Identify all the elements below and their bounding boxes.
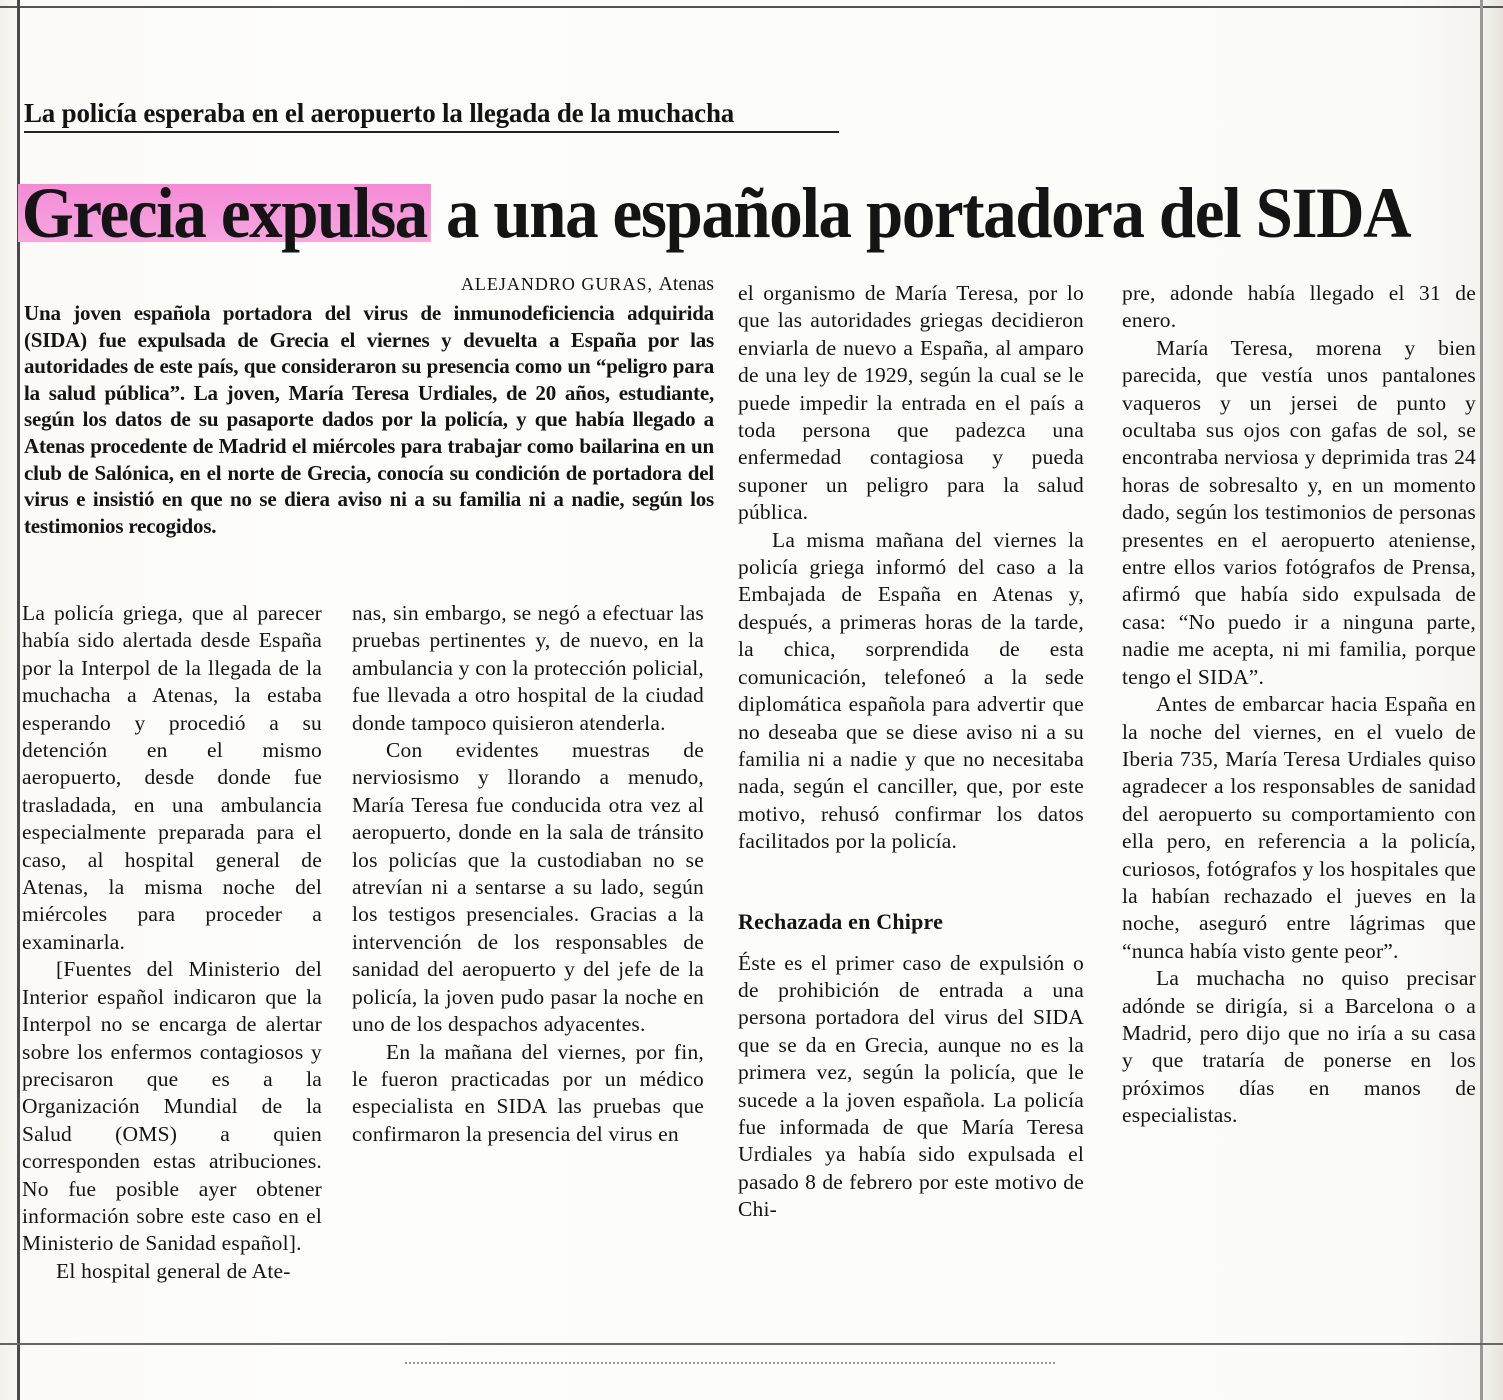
paragraph: El hospital general de Ate- bbox=[56, 1258, 291, 1283]
byline-author: ALEJANDRO GURAS, bbox=[460, 274, 653, 294]
headline-text: a una española portadora del SIDA bbox=[430, 173, 1411, 253]
column-4 bbox=[1122, 280, 1476, 1130]
article-headline bbox=[18, 168, 1411, 258]
paragraph: María Teresa, morena y bien parecida, que vestía unos pantalones vaqueros y un jersei de punto y ocultaba sus ojos con gafas de sol, se encontraba nerviosa y deprimida tras 24 horas de sobresalto y, en un momento dado, según los testimonios de personas presentes en el aeropuerto ateniense, entre ellos varios fotógrafos de Prensa, afirmó que había sido expulsada de casa: “No puedo ir a ninguna parte, nadie me acepta, ni mi familia, porque tengo el SIDA”. bbox=[1122, 335, 1476, 689]
bottom-rule bbox=[0, 1343, 1503, 1345]
paragraph: Antes de embarcar hacia España en la noche del viernes, en el vuelo de Iberia 735, María Teresa Urdiales quiso agradecer a los responsables de sanidad del aeropuerto su comportamiento con ella pero, en referencia a la policía, curiosos, fotógrafos y los hospitales que la habían rechazado el jueves en la noche, aseguró entre lágrimas que “nunca había visto gente peor”. bbox=[1122, 692, 1476, 963]
paragraph: [Fuentes del Ministerio del Interior español indicaron que la Interpol no se encarga de alertar sobre los enfermos contagiosos y precisaron que es a la Organización Mundial de la Salud (OMS) a quien corresponden estas atribuciones. No fue posible ayer obtener información sobre este caso en el Ministerio de Sanidad español]. bbox=[22, 957, 322, 1256]
paragraph: La muchacha no quiso precisar adónde se dirigía, si a Barcelona o a Madrid, pero dijo que no iría a su casa y que trataría de ponerse en los próximos días en manos de especialistas. bbox=[1122, 966, 1476, 1128]
paragraph: La misma mañana del viernes la policía griega informó del caso a la Embajada de España en Atenas y, después, a primeras horas de la tarde, la chica, sorprendida de esta comunicación, telefoneó a la sede diplomática española para advertir que no deseaba que se diese aviso ni a su familia ni a nadie y que no necesitaba nada, según el canciller, que, por este motivo, rehusó confirmar los datos facilitados por la policía. bbox=[738, 527, 1084, 854]
byline bbox=[404, 272, 714, 296]
paragraph: La policía griega, que al parecer había sido alertada desde España por la Interpol de la llegada de la muchacha a Atenas, la estaba esperando y procedió a su detención en el mismo aeropuerto, desde donde fue trasladada, en una ambulancia especialmente preparada para el caso, al hospital general de Atenas, la misma noche del miércoles para proceder a examinarla. bbox=[22, 601, 322, 954]
right-edge bbox=[1480, 0, 1483, 1400]
paragraph: Éste es el primer caso de expulsión o de prohibición de entrada a una persona portadora del virus del SIDA que se da en Grecia, aunque no es la primera vez, según la policía, que le sucede a la joven española. La policía fue informada de que María Teresa Urdiales ya había sido expulsada el pasado 8 de febrero por este motivo de Chi- bbox=[738, 950, 1084, 1222]
column-3 bbox=[738, 280, 1084, 1224]
paragraph: En la mañana del viernes, por fin, le fueron practicadas por un médico especialista en SIDA las pruebas que confirmaron la presencia del virus en bbox=[352, 1039, 704, 1146]
paragraph: Con evidentes muestras de nerviosismo y llorando a menudo, María Teresa fue conducida otra vez al aeropuerto, donde en la sala de tránsito los policías que la custodiaban no se atrevían ni a sentarse a su lado, según los testigos presenciales. Gracias a la intervención de los responsables de sanidad del aeropuerto y del jefe de la policía, la joven pudo pasar la noche en uno de los despachos adyacentes. bbox=[352, 738, 704, 1037]
subheading: Rechazada en Chipre bbox=[738, 908, 944, 934]
lead-paragraph: Una joven española portadora del virus de inmunodeficiencia adquirida (SIDA) fue expulsada de Grecia el viernes y devuelta a España por las autoridades de este país, que consideraron su presencia como un “peligro para la salud pública”. La joven, María Teresa Urdiales, de 20 años, estudiante, según los datos de su pasaporte dados por la policía, y que había llegado a Atenas procedente de Madrid el miércoles para trabajar como bailarina en un club de Salónica, en el norte de Grecia, conocía su condición de portadora del virus e insistió en que no se diera aviso ni a su familia ni a nadie, según los testimonios recogidos. bbox=[24, 301, 714, 538]
bottom-ornament bbox=[405, 1362, 1055, 1366]
article-kicker: La policía esperaba en el aeropuerto la llegada de la muchacha bbox=[24, 96, 839, 133]
byline-city: Atenas bbox=[658, 273, 714, 295]
paragraph: nas, sin embargo, se negó a efectuar las pruebas pertinentes y, de nuevo, en la ambulancia y con la protección policial, fue llevada a otro hospital de la ciudad donde tampoco quisieron atenderla. bbox=[352, 601, 704, 735]
column-2 bbox=[352, 600, 704, 1148]
paragraph: pre, adonde había llegado el 31 de enero. bbox=[1122, 281, 1476, 333]
column-1 bbox=[22, 600, 322, 1285]
top-rule bbox=[0, 6, 1503, 8]
headline-highlighted-text: Grecia expulsa bbox=[18, 173, 431, 253]
paragraph: el organismo de María Teresa, por lo que las autoridades griegas decidieron enviarla de nuevo a España, al amparo de una ley de 1929, según la cual se le puede impedir la entrada en el país a toda persona que padezca una enfermedad contagiosa y pueda suponer un peligro para la salud pública. bbox=[738, 281, 1084, 525]
